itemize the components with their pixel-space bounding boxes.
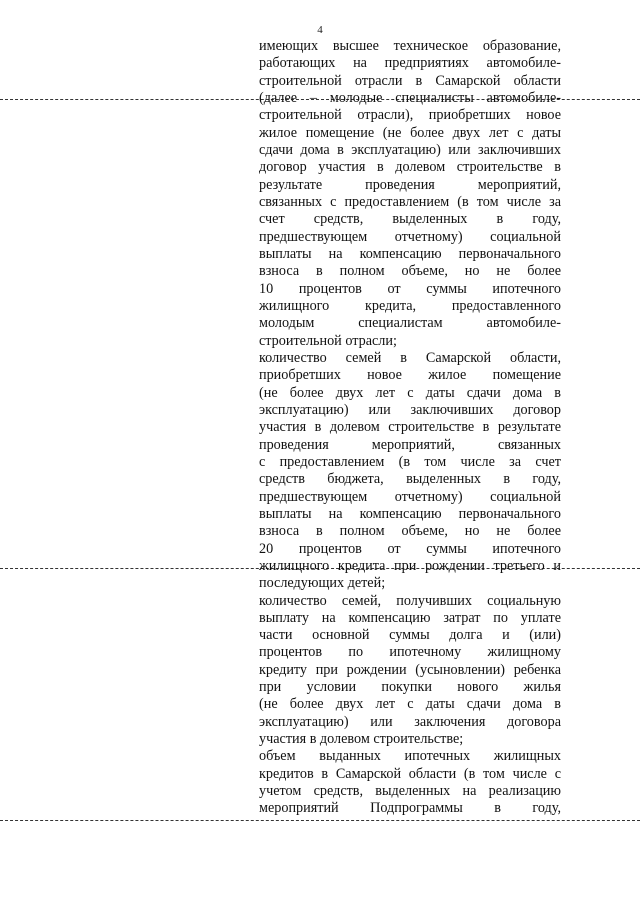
text-line: средств бюджета, выделенных в году, bbox=[259, 471, 561, 488]
text-line: работающих на предприятиях автомобиле- bbox=[259, 55, 561, 72]
text-line: количество семей, получивших социальную bbox=[259, 592, 561, 609]
text-line: предшествующем отчетному) социальной bbox=[259, 228, 561, 245]
text-line: приобретших новое жилое помещение bbox=[259, 367, 561, 384]
text-line: выплаты на компенсацию первоначального bbox=[259, 505, 561, 522]
text-line: количество семей в Самарской области, bbox=[259, 349, 561, 366]
text-line: участия в долевом строительстве в результате bbox=[259, 419, 561, 436]
text-line: мероприятий Подпрограммы в году, bbox=[259, 800, 561, 817]
text-line: (не более двух лет с даты сдачи дома в bbox=[259, 696, 561, 713]
text-line: связанных с предоставлением (в том числе за bbox=[259, 193, 561, 210]
text-line: (не более двух лет с даты сдачи дома в bbox=[259, 384, 561, 401]
page-number: 4 bbox=[317, 24, 323, 36]
text-line: строительной отрасли в Самарской области bbox=[259, 72, 561, 89]
text-line: договор участия в долевом строительстве в bbox=[259, 159, 561, 176]
text-line: выплаты на компенсацию первоначального bbox=[259, 245, 561, 262]
text-line: строительной отрасли; bbox=[259, 332, 397, 349]
text-line: 10 процентов от суммы ипотечного bbox=[259, 280, 561, 297]
text-line: объем выданных ипотечных жилищных bbox=[259, 748, 561, 765]
text-column bbox=[259, 38, 561, 818]
text-line: результате проведения мероприятий, bbox=[259, 176, 561, 193]
text-line: молодым специалистам автомобиле- bbox=[259, 315, 561, 332]
text-line: эксплуатацию) или заключивших договор bbox=[259, 401, 561, 418]
text-line: сдачи дома в эксплуатацию) или заключивших bbox=[259, 141, 561, 158]
text-line: кредиту при рождении (усыновлении) ребенка bbox=[259, 661, 561, 678]
text-line: процентов по ипотечному жилищному bbox=[259, 644, 561, 661]
text-line: участия в долевом строительстве; bbox=[259, 731, 464, 748]
text-line: предшествующем отчетному) социальной bbox=[259, 488, 561, 505]
text-line: строительной отрасли), приобретших новое bbox=[259, 107, 561, 124]
text-line: жилое помещение (не более двух лет с даты bbox=[259, 124, 561, 141]
separator-line bbox=[0, 820, 640, 821]
text-line: жилищного кредита при рождении третьего и bbox=[259, 557, 561, 574]
text-line: имеющих высшее техническое образование, bbox=[259, 38, 561, 54]
text-line: взноса в полном объеме, но не более bbox=[259, 523, 561, 540]
text-line: выплату на компенсацию затрат по уплате bbox=[259, 609, 561, 626]
text-line: последующих детей; bbox=[259, 575, 386, 592]
text-line: кредитов в Самарской области (в том числе с bbox=[259, 765, 561, 782]
text-line: проведения мероприятий, связанных bbox=[259, 436, 561, 453]
text-line: 20 процентов от суммы ипотечного bbox=[259, 540, 561, 557]
text-line: части основной суммы долга и (или) bbox=[259, 627, 561, 644]
text-line: (далее – молодые специалисты автомобиле- bbox=[259, 89, 561, 106]
text-line: жилищного кредита, предоставленного bbox=[259, 297, 561, 314]
text-line: эксплуатацию) или заключения договора bbox=[259, 713, 561, 730]
text-line: учетом средств, выделенных на реализацию bbox=[259, 783, 561, 800]
text-line: при условии покупки нового жилья bbox=[259, 679, 561, 696]
text-line: с предоставлением (в том числе за счет bbox=[259, 453, 561, 470]
text-line: взноса в полном объеме, но не более bbox=[259, 263, 561, 280]
text-line: счет средств, выделенных в году, bbox=[259, 211, 561, 228]
